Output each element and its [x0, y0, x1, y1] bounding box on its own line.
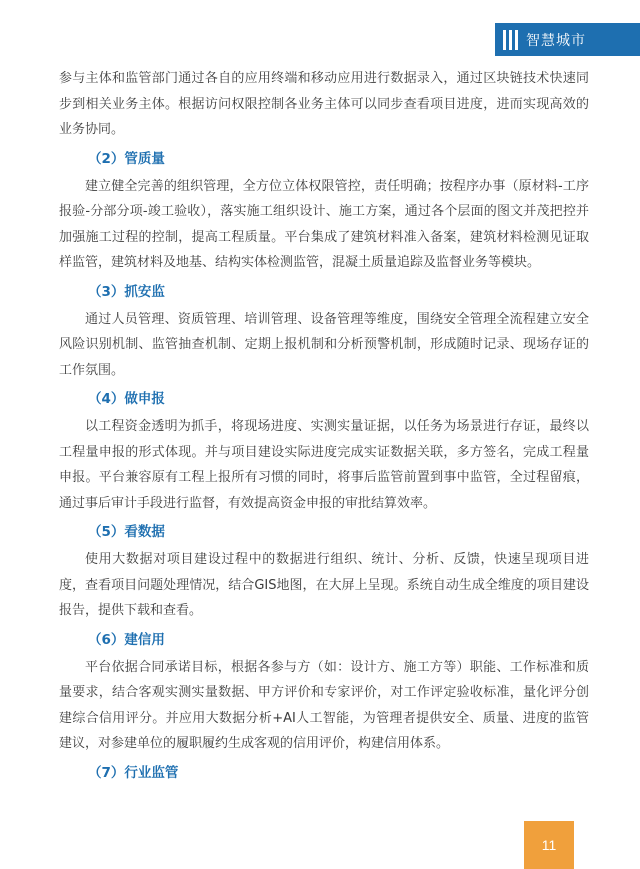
intro-paragraph: 参与主体和监管部门通过各自的应用终端和移动应用进行数据录入，通过区块链技术快速同步到相关业务主体。根据访问权限控制各业务主体可以同步查看项目进度，进而实现高效的业务协同。 [59, 71, 589, 137]
page-number-badge [524, 821, 574, 869]
section-paragraph: 使用大数据对项目建设过程中的数据进行组织、统计、分析、反馈，快速呈现项目进度，查看项目问题处理情况，结合GIS地图，在大屏上呈现。系统自动生成全维度的项目建设报告，提供下载和查看。 [59, 552, 589, 618]
section-heading: （7）行业监管 [88, 764, 179, 781]
article-body [59, 66, 589, 788]
section-paragraph: 建立健全完善的组织管理，全方位立体权限管控，责任明确；按程序办事（原材料-工序报验-分部分项-竣工验收），落实施工组织设计、施工方案，通过各个层面的图文并茂把控并加强施工过程的控制，提高工程质量。平台集成了建筑材料准入备案，建筑材料检测见证取样监管，建筑材料及地基、结构实体检测监管，混凝土质量追踪及监督业务等模块。 [59, 178, 589, 270]
section-paragraph: 通过人员管理、资质管理、培训管理、设备管理等维度，围绕安全管理全流程建立安全风险识别机制、监管抽查机制、定期上报机制和分析预警机制，形成随时记录、现场存证的工作氛围。 [59, 311, 589, 378]
header-band [495, 23, 640, 56]
header-title: 智慧城市 [526, 32, 586, 49]
header-bars-icon [503, 30, 518, 50]
section-heading: （3）抓安监 [88, 283, 165, 300]
section-heading: （6）建信用 [88, 631, 165, 648]
section-heading: （5）看数据 [88, 524, 165, 540]
section-heading: （4）做申报 [88, 391, 165, 407]
section-heading: （2）管质量 [88, 150, 165, 167]
section-paragraph: 以工程资金透明为抓手，将现场进度、实测实量证据，以任务为场景进行存证，最终以工程量申报的形式体现。并与项目建设实际进度完成实证数据关联，多方签名，完成工程量申报。平台兼容原有工程上报所有习惯的同时，将事后监管前置到事中监管，全过程留痕，通过事后审计手段进行监督，有效提高资金申报的审批结算效率。 [59, 419, 589, 511]
section-paragraph: 平台依据合同承诺目标，根据各参与方（如：设计方、施工方等）职能、工作标准和质量要求，结合客观实测实量数据、甲方评价和专家评价，对工作评定验收标准，量化评分创建综合信用评分。并应用大数据分析+AI人工智能，为管理者提供安全、质量、进度的监管建议，对参建单位的履职履约生成客观的信用评价，构建信用体系。 [59, 659, 589, 751]
page-number: 11 [541, 837, 557, 853]
